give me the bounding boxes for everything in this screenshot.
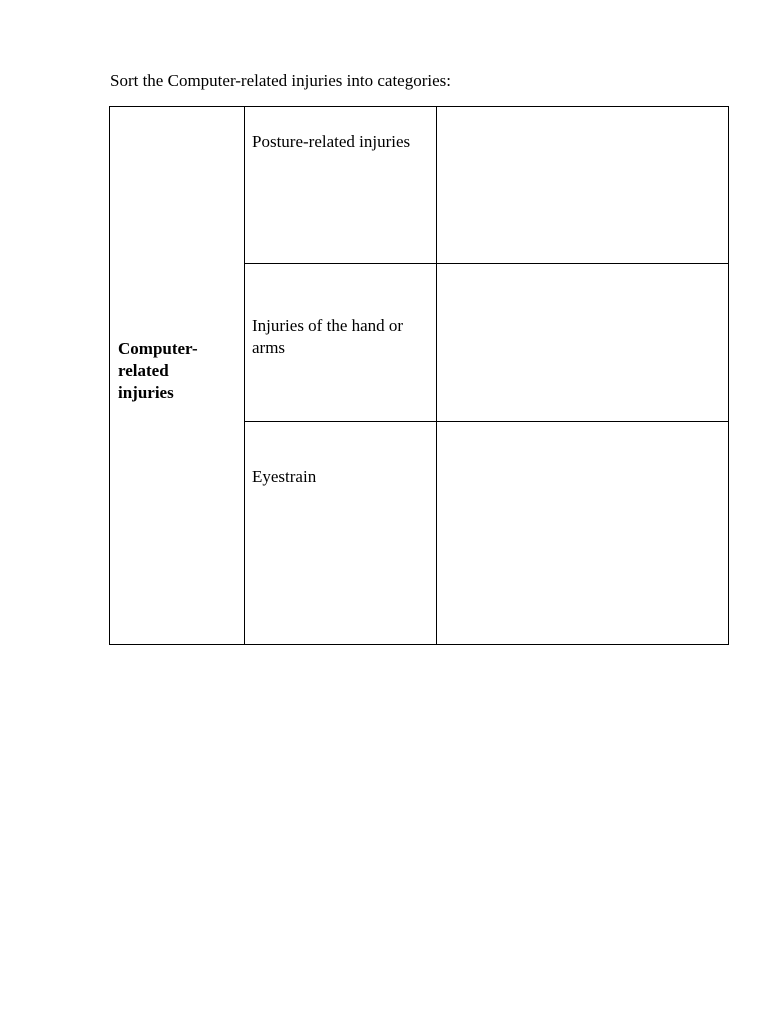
category-cell-hand-arms [245, 264, 437, 421]
table-row [110, 107, 729, 264]
sorting-table [109, 106, 729, 645]
main-category-label: Computer-related injuries [118, 338, 198, 402]
answer-cell-posture[interactable] [437, 107, 729, 264]
category-cell-eyestrain [245, 421, 437, 644]
category-cell-posture [245, 107, 437, 264]
category-label: Injuries of the hand or arms [252, 316, 404, 358]
category-label: Eyestrain [252, 466, 317, 486]
answer-cell-hand-arms[interactable] [437, 264, 729, 421]
category-label: Posture-related injuries [252, 132, 411, 151]
answer-cell-eyestrain[interactable] [437, 421, 729, 644]
main-category-cell [110, 107, 245, 645]
instruction-text: Sort the Computer-related injuries into categories: [110, 71, 451, 90]
